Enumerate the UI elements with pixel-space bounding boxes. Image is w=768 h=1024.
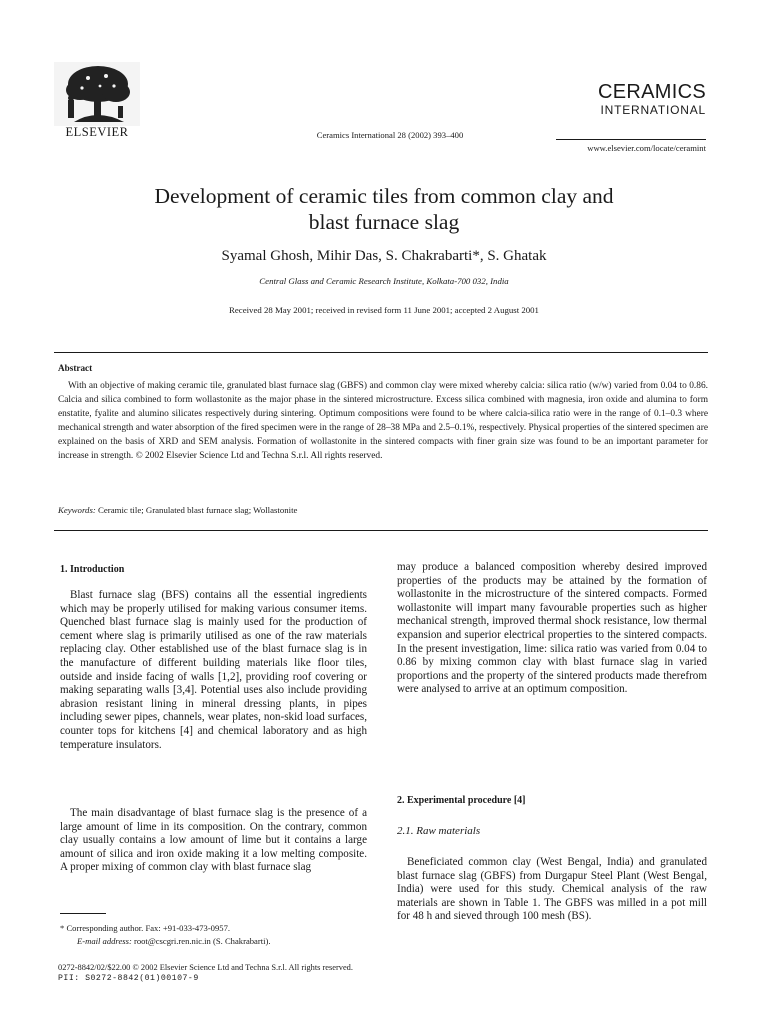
intro-paragraph-2: The main disadvantage of blast furnace slag is the presence of a large amount of lime in its composition. On the contrary, common clay usually contains a low amount of lime but it contains a large amount of silica and iron oxide making it a low melting composite. A proper mixing of common clay with blast furnace slag: [60, 807, 367, 874]
journal-name-line1: CERAMICS: [598, 81, 706, 103]
article-title: [64, 183, 704, 235]
header-rule: [556, 139, 706, 140]
abstract-bottom-rule: [54, 530, 708, 531]
section-heading-experimental: 2. Experimental procedure [4]: [397, 795, 526, 806]
raw-materials-paragraph: Beneficiated common clay (West Bengal, India) and granulated blast furnace slag (GBFS) from Durgapur Steel Plant (West Bengal, India) were used for this study. Chemical analysis of the raw materials are shown in Table 1. The GBFS was milled in a pot mill for 48 h and sieved through 100 mesh (BS).: [397, 856, 707, 923]
publisher-name: ELSEVIER: [65, 125, 129, 139]
email-address: root@cscgri.ren.nic.in (S. Chakrabarti).: [131, 936, 271, 946]
abstract-top-rule: [54, 352, 708, 353]
journal-reference: Ceramics International 28 (2002) 393–400: [316, 130, 464, 140]
corresponding-author: * Corresponding author. Fax: +91-033-473-0957.: [60, 923, 231, 933]
journal-name: [598, 82, 706, 116]
intro-paragraph-1: Blast furnace slag (BFS) contains all the essential ingredients which may be properly utilised for making various consumer items. Quenched blast furnace slag is mainly used for the production of cement where slag is primarily utilised as one of the raw materials replacing clay. Other established use of the blast furnace slag is in the manufacture of different building materials like floor tiles, outside and inside facing of walls [1,2], providing roof covering or making separating walls [3,4]. Potential uses also include providing abrasion resistant lining in mineral dressing plants, in pipes including sewer pipes, channels, wear plates, non-skid load surfaces, counter tops for kitchens [4] and chemical laboratory and as high temperature insulators.: [60, 589, 367, 751]
email-label: E-mail address:: [77, 936, 132, 946]
footnote: [60, 922, 380, 948]
abstract-text: With an objective of making ceramic tile, granulated blast furnace slag (GBFS) and common clay were mixed whereby calcia: silica ratio (w/w) varied from 0.04 to 0.86. Calcia and silica combined to form wollastonite as the major phase in the sintered microstructure. Excess silica combined with magnesia, iron oxide and alumina to form enstatite, fyalite and alumino silicates respectively during sintering. Optimum compositions were found to be where calcia-silica ratio were in the range of 0.1–0.3 where mechanical strength and water absorption of the fired specimen were in the range of 28–38 MPa and 2.5–0.1%, respectively. Physical properties of the sintered specimen are explained on the basis of XRD and SEM analysis. Formation of wollastonite in the sintered compacts with finer grain size was found to be an important parameter for increase in strength. © 2002 Elsevier Science Ltd and Techna S.r.l. All rights reserved.: [58, 381, 708, 461]
article-authors: Syamal Ghosh, Mihir Das, S. Chakrabarti*, S. Ghatak: [221, 248, 547, 264]
page-footer: [58, 962, 353, 984]
pii-line: PII: S0272-8842(01)00107-9: [58, 974, 199, 983]
section-heading-introduction: 1. Introduction: [60, 564, 125, 575]
article-title-line1: Development of ceramic tiles from common clay and: [154, 184, 614, 208]
article-title-line2: blast furnace slag: [308, 210, 460, 234]
keywords-list: Ceramic tile; Granulated blast furnace slag; Wollastonite: [95, 505, 298, 515]
subsection-heading-raw-materials: 2.1. Raw materials: [397, 825, 481, 837]
article-affiliation: Central Glass and Ceramic Research Institute, Kolkata-700 032, India: [259, 276, 509, 286]
journal-name-line2: INTERNATIONAL: [600, 103, 706, 117]
keywords-label: Keywords:: [58, 505, 96, 515]
intro-paragraph-continued: may produce a balanced composition whereby desired improved properties of the products may be attained by the formation of wollastonite in the microstructure of the sintered compacts. Formed wollastonite will impart many favourable properties such as higher mechanical strength, improved thermal shock resistance, low thermal expansion and superior electrical properties to the sintered compacts. In the present investigation, lime: silica ratio was varied from 0.04 to 0.86 by mixing common clay with blast furnace slag in varied proportions and the property of the sintered products made therefrom were analysed to arrive at an optimum composition.: [397, 561, 707, 696]
copyright-line: 0272-8842/02/$22.00 © 2002 Elsevier Science Ltd and Techna S.r.l. All rights reserved.: [58, 963, 353, 972]
journal-url-link[interactable]: www.elsevier.com/locate/ceramint: [587, 143, 706, 153]
footnote-rule: [60, 913, 106, 914]
keywords: [58, 505, 297, 515]
abstract-heading: Abstract: [58, 363, 93, 373]
email-line: [60, 935, 380, 948]
article-dates: Received 28 May 2001; received in revised form 11 June 2001; accepted 2 August 2001: [229, 305, 539, 315]
